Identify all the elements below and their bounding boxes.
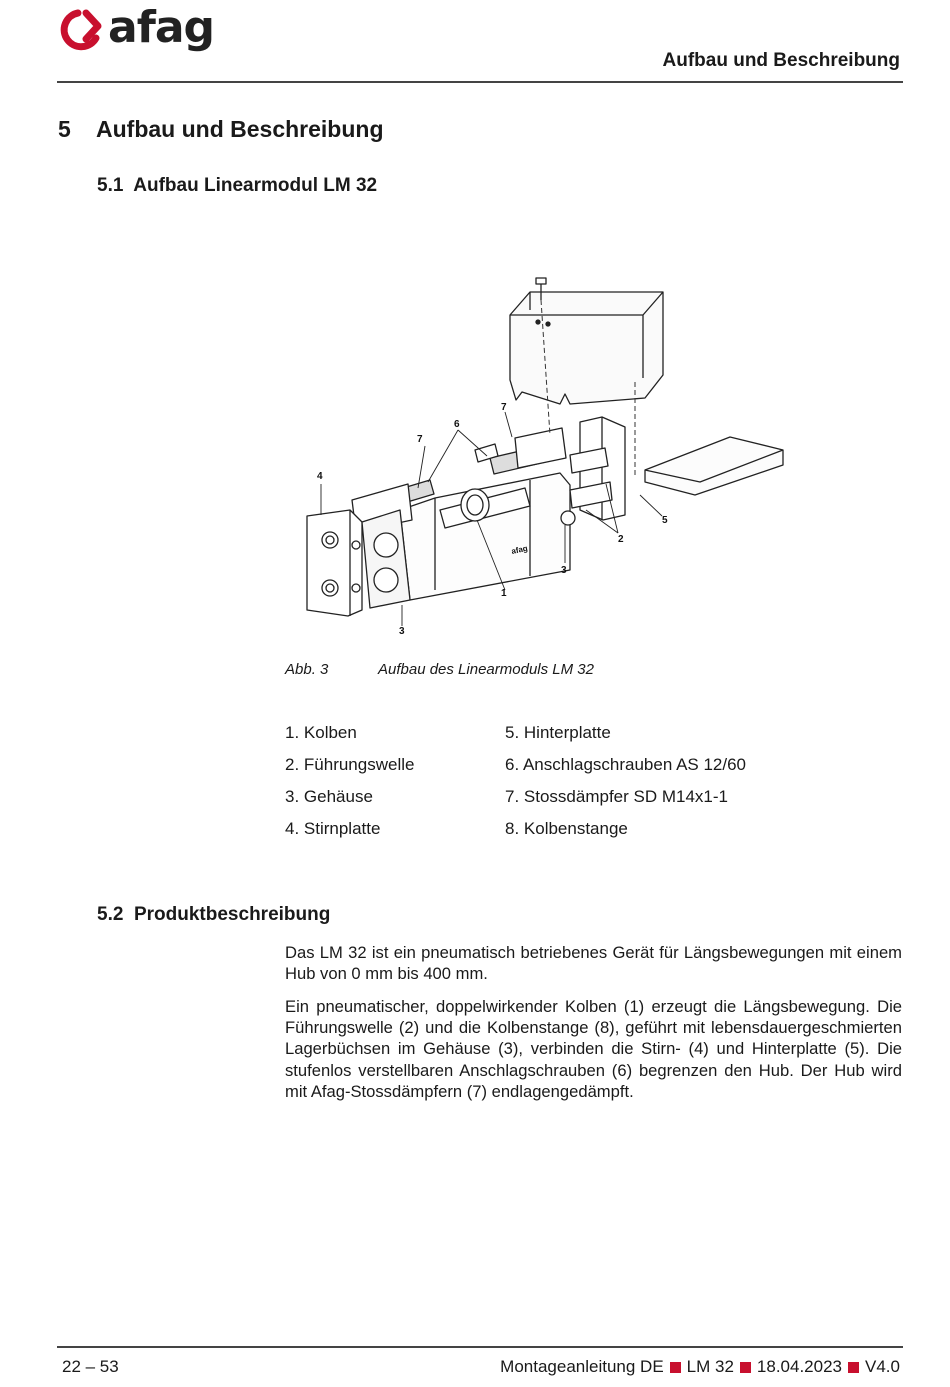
list-item: 2. Führungswelle [285, 755, 415, 774]
afag-logo-mark [56, 8, 106, 54]
footer-date: 18.04.2023 [756, 1357, 843, 1376]
section-heading-5-2 [97, 904, 330, 926]
caption-label: Abb. 3 [285, 661, 329, 678]
para-line: Ein pneumatischer, doppelwirkender Kolben (1) erzeugt die Längsbewegung. [285, 997, 870, 1016]
para-line: Die Führungswelle (2) und die Kolbenstange (8), geführt mit [285, 997, 902, 1038]
section-title: Aufbau Linearmodul LM 32 [133, 175, 378, 196]
list-item: 8. Kolbenstange [505, 819, 628, 838]
callout-7-left: 7 [417, 434, 423, 445]
chapter-title: Aufbau und Beschreibung [96, 116, 384, 142]
callout-4: 4 [317, 471, 323, 482]
para-line: (4) und Hinterplatte (5). Die stufenlos verstellbaren Anschlagschrauben (6) [285, 1039, 902, 1080]
callout-1: 1 [501, 588, 507, 599]
list-item: 5. Hinterplatte [505, 723, 611, 742]
list-item: 3. Gehäuse [285, 787, 373, 806]
callout-7-right: 7 [501, 402, 507, 413]
para-line: begrenzen den Hub. Der Hub wird mit Afag-Stossdämpfern (7) [285, 1060, 902, 1101]
header-rule [57, 81, 903, 83]
description-paragraph-1 [285, 942, 902, 984]
para-line: lebensdauergeschmierten Lagerbüchsen im Gehäuse (3), verbinden die Stirn- [285, 1018, 902, 1059]
linear-module-figure [290, 270, 800, 645]
section-title: Produktbeschreibung [133, 904, 331, 925]
callout-5: 5 [662, 515, 668, 526]
footer-page-number: 22 – 53 [62, 1357, 119, 1376]
para-line: Das LM 32 ist ein pneumatisch betriebenes Gerät für Längsbewegungen mit [285, 943, 852, 962]
parts-list [285, 723, 905, 853]
header-section-title: Aufbau und Beschreibung [662, 50, 900, 71]
footer-rule [57, 1346, 903, 1348]
header [0, 0, 950, 84]
figure-caption [285, 661, 594, 678]
list-item: 7. Stossdämpfer SD M14x1-1 [505, 787, 728, 806]
description-paragraph-2 [285, 996, 902, 1102]
callout-6: 6 [454, 419, 460, 430]
section-number: 5.1 [97, 175, 124, 196]
section-heading-5-1 [97, 175, 377, 197]
separator-square-icon [670, 1362, 681, 1373]
afag-logo-text: afag [108, 2, 215, 53]
chapter-heading [58, 116, 384, 143]
callout-3-bottom: 3 [399, 626, 405, 637]
list-item: 4. Stirnplatte [285, 819, 381, 838]
para-line: endlagengedämpft. [491, 1081, 634, 1101]
footer-product: LM 32 [686, 1357, 734, 1376]
footer-version: V4.0 [865, 1357, 900, 1376]
chapter-number: 5 [58, 116, 71, 142]
callout-3-right: 3 [561, 565, 567, 576]
caption-text: Aufbau des Linearmoduls LM 32 [378, 661, 594, 678]
footer-doc-info [500, 1357, 900, 1377]
device-label: afag [510, 543, 529, 556]
para-line: einem Hub von 0 mm bis 400 mm. [285, 943, 902, 984]
callout-2: 2 [618, 534, 624, 545]
separator-square-icon [848, 1362, 859, 1373]
list-item: 6. Anschlagschrauben AS 12/60 [505, 755, 747, 774]
separator-square-icon [740, 1362, 751, 1373]
list-item: 1. Kolben [285, 723, 357, 742]
footer-doc: Montageanleitung DE [500, 1357, 664, 1376]
section-number: 5.2 [97, 904, 124, 925]
